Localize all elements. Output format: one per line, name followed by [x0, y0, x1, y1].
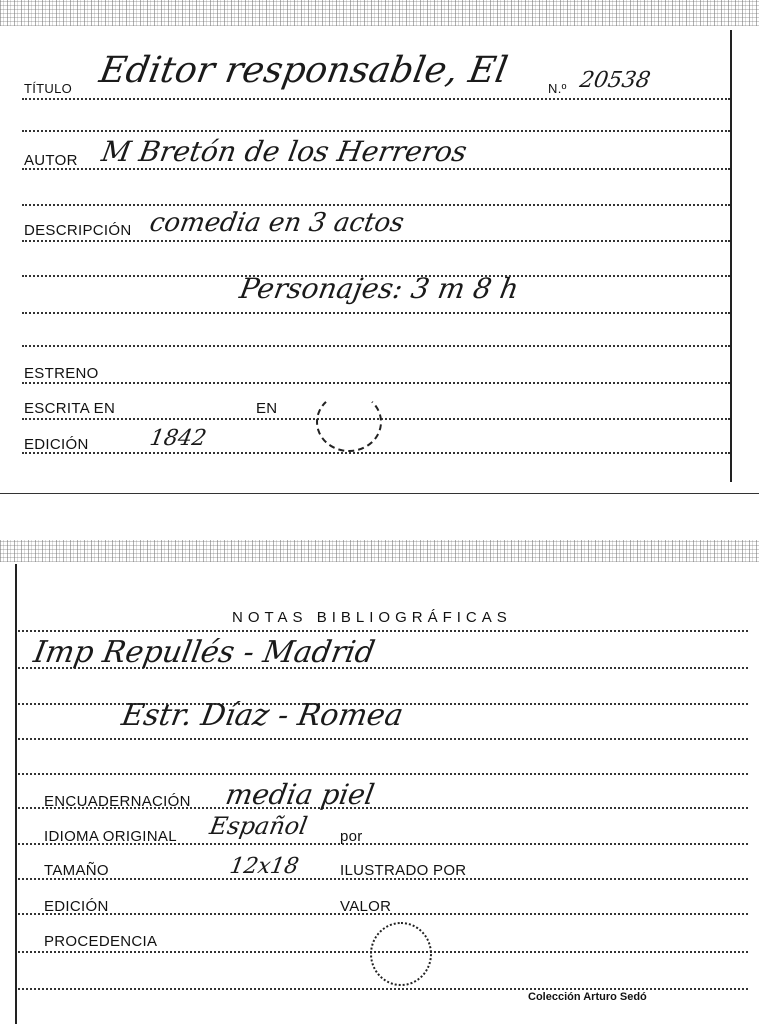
stamp-circle — [316, 392, 382, 452]
valor-label: VALOR — [340, 898, 392, 915]
torn-top-edge — [0, 0, 759, 26]
titulo-label: TÍTULO — [24, 81, 73, 96]
catalog-card-back — [0, 540, 759, 1028]
ruled-line — [22, 130, 730, 132]
coleccion-credit: Colección Arturo Sedó — [528, 991, 647, 1003]
card-separator — [0, 493, 759, 494]
ruled-line — [22, 312, 730, 314]
encuadernacion-label: ENCUADERNACIÓN — [44, 793, 191, 810]
idioma-value: Español — [207, 812, 310, 840]
ilustrado-label: ILUSTRADO POR — [340, 862, 467, 879]
notas-heading: NOTAS BIBLIOGRÁFICAS — [232, 609, 512, 626]
descripcion-label: DESCRIPCIÓN — [24, 222, 132, 239]
numero-label: N.º — [548, 81, 567, 96]
ruled-line — [18, 738, 748, 740]
edicion-value: 1842 — [147, 426, 209, 451]
nota-estreno: Estr. Díaz - Romea — [118, 698, 406, 733]
autor-value: M Bretón de los Herreros — [99, 135, 470, 168]
numero-value: 20538 — [577, 68, 653, 93]
descripcion-value: comedia en 3 actos — [147, 208, 407, 238]
ruled-line — [18, 988, 748, 990]
por-label: por — [340, 828, 363, 845]
card-left-border — [15, 564, 17, 1024]
personajes-value: Personajes: 3 m 8 h — [237, 272, 522, 305]
ruled-line — [22, 382, 730, 384]
titulo-value: Editor responsable, El — [96, 50, 511, 91]
card-right-border — [730, 30, 732, 482]
tamano-value: 12x18 — [227, 854, 301, 879]
ruled-line — [18, 630, 748, 632]
idioma-label: IDIOMA ORIGINAL — [44, 828, 177, 845]
ruled-line — [22, 452, 730, 454]
edicion-label-2: EDICIÓN — [44, 898, 109, 915]
escrita-en-label: ESCRITA EN — [24, 400, 116, 417]
ruled-line — [22, 345, 730, 347]
stamp-circle — [370, 922, 432, 986]
tamano-label: TAMAÑO — [44, 862, 109, 879]
torn-top-edge — [0, 540, 759, 562]
ruled-line — [22, 98, 730, 100]
nota-imprenta: Imp Repullés - Madrid — [30, 635, 378, 670]
ruled-line — [22, 168, 730, 170]
procedencia-label: PROCEDENCIA — [44, 933, 158, 950]
ruled-line — [22, 204, 730, 206]
ruled-line — [22, 240, 730, 242]
en-label: EN — [256, 400, 278, 417]
estreno-label: ESTRENO — [24, 365, 99, 382]
catalog-card-front — [0, 0, 759, 495]
ruled-line — [18, 773, 748, 775]
encuadernacion-value: media piel — [223, 778, 377, 811]
autor-label: AUTOR — [24, 152, 78, 169]
edicion-label: EDICIÓN — [24, 436, 89, 453]
